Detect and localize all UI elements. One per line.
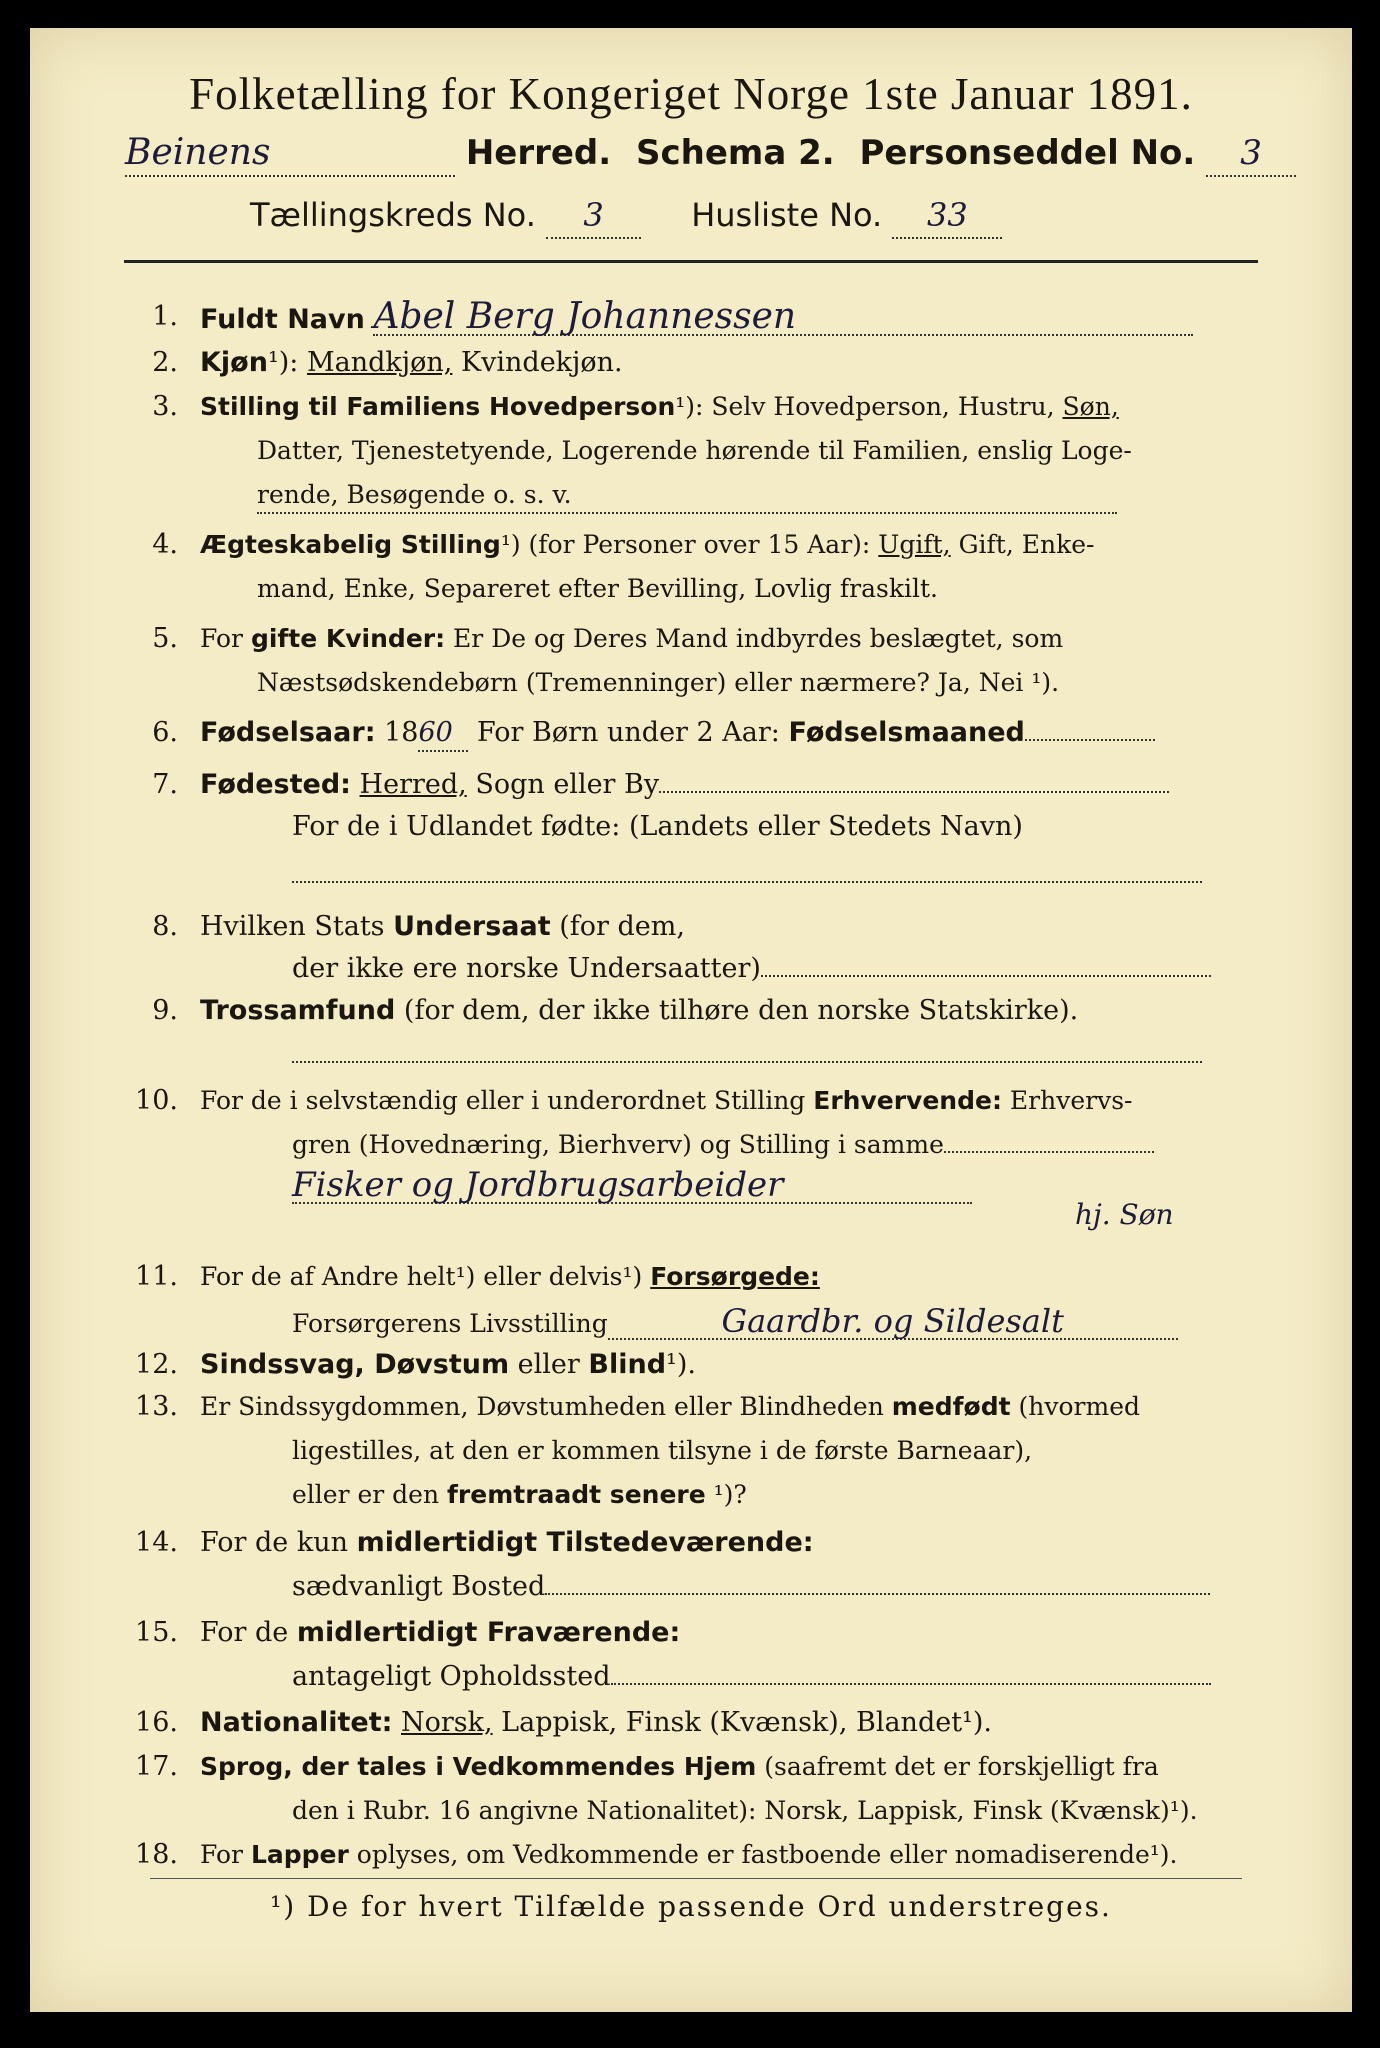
item-text: For Børn under 2 Aar: — [468, 717, 789, 748]
item-text: Kvindekjøn. — [452, 347, 623, 378]
item-label: Fødselsmaaned — [788, 717, 1025, 748]
occupation-value: Fisker og Jordbrugsarbeider — [292, 1168, 972, 1204]
item-label: Fødselsaar: — [200, 717, 376, 748]
gender-male-selected: Mandkjøn, — [307, 347, 453, 378]
item-number: 3. — [152, 391, 178, 422]
item-label: Lapper — [250, 1840, 349, 1869]
item-label: Blind — [588, 1349, 667, 1380]
item-label: Sindssvag, Døvstum — [200, 1349, 510, 1380]
item-4-line-2: mand, Enke, Separeret efter Bevilling, Lovlig fraskilt. — [257, 574, 938, 603]
item-number: 11. — [135, 1261, 178, 1292]
form-title: Folketælling for Kongeriget Norge 1ste Januar 1891. — [189, 69, 1193, 119]
item-text: ¹) (for Personer over 15 Aar): — [500, 530, 879, 559]
item-text: rende, Besøgende o. s. v. — [257, 478, 1117, 514]
item-9-blank — [292, 1038, 1202, 1072]
birthplace-blank — [659, 791, 1169, 793]
full-name-value: Abel Berg Johannessen — [373, 300, 1193, 336]
item-label: medfødt — [891, 1392, 1011, 1421]
item-label: Stilling til Familiens Hovedperson — [200, 392, 676, 421]
husliste-value: 33 — [892, 193, 1002, 239]
item-15-line-2 — [292, 1660, 1211, 1694]
item-label: gifte Kvinder: — [250, 624, 446, 653]
item-number: 6. — [152, 717, 178, 748]
item-text: Er De og Deres Mand indbyrdes beslægtet, som — [445, 624, 1064, 653]
item-5-line-2: Næstsødskendebørn (Tremenninger) eller nærmere? Ja, Nei ¹). — [257, 668, 1060, 697]
item-number: 18. — [135, 1839, 178, 1870]
husliste-label: Husliste No. — [691, 196, 883, 234]
item-text: Sogn eller By — [466, 769, 660, 800]
occupation-note: hj. Søn — [1075, 1198, 1174, 1231]
item-text: Erhvervs- — [1001, 1086, 1133, 1115]
item-label: Erhvervende: — [813, 1086, 1002, 1115]
item-label: Nationalitet: — [200, 1707, 393, 1738]
herred-value: Beinens — [125, 131, 455, 177]
item-text: antageligt Opholdssted — [292, 1661, 611, 1692]
item-text: ¹)? — [705, 1480, 747, 1509]
item-3-line-2: Datter, Tjenestetyende, Logerende hørende til Familien, enslig Loge- — [257, 436, 1132, 465]
item-13-line-2: ligestilles, at den er kommen tilsyne i de første Barneaar), — [292, 1436, 1033, 1465]
item-label: Kjøn — [200, 347, 268, 378]
item-11-line-2 — [292, 1304, 1178, 1341]
item-number: 16. — [135, 1707, 178, 1738]
item-number: 12. — [135, 1349, 178, 1380]
item-8-line-2 — [292, 952, 1211, 986]
item-text: 18 — [375, 717, 419, 748]
item-text: (saafremt det er forskjelligt fra — [756, 1752, 1159, 1781]
item-text: ¹): Selv Hovedperson, Hustru, — [675, 392, 1063, 421]
item-number: 7. — [152, 769, 178, 800]
item-number: 1. — [152, 301, 178, 332]
herred-label: Herred. — [465, 133, 612, 173]
item-text: Er Sindssygdommen, Døvstumheden eller Blindheden — [200, 1392, 892, 1421]
birth-year-value: 60 — [418, 716, 468, 752]
personseddel-value: 3 — [1206, 131, 1296, 177]
item-text: eller — [509, 1349, 589, 1380]
item-number: 10. — [135, 1085, 178, 1116]
personseddel-label: Personseddel No. — [859, 133, 1196, 173]
item-text: For — [200, 624, 251, 653]
item-number: 5. — [152, 623, 178, 654]
item-text: For de i selvstændig eller i underordnet Stilling — [200, 1086, 814, 1115]
item-label: Trossamfund — [200, 995, 396, 1026]
footnote: ¹) De for hvert Tilfælde passende Ord understreges. — [270, 1890, 1112, 1923]
item-text: sædvanligt Bosted — [292, 1571, 546, 1602]
item-10-line-2 — [292, 1128, 1154, 1162]
item-label: midlertidigt Fraværende: — [296, 1617, 681, 1648]
item-label: Sprog, der tales i Vedkommendes Hjem — [200, 1752, 757, 1781]
item-text: For — [200, 1840, 251, 1869]
item-17-line-2: den i Rubr. 16 angivne Nationalitet): Norsk, Lappisk, Finsk (Kvænsk)¹). — [292, 1796, 1198, 1825]
item-label: Fødested: — [200, 769, 351, 800]
item-text: ¹): — [267, 347, 307, 378]
item-text: der ikke ere norske Undersaatter) — [292, 953, 761, 984]
item-text: Hvilken Stats — [200, 911, 394, 942]
item-label: Fuldt Navn — [200, 304, 365, 335]
birthplace-herred-selected: Herred, — [359, 769, 467, 800]
marital-unmarried-selected: Ugift, — [878, 530, 951, 559]
nationality-norsk-selected: Norsk, — [401, 1707, 493, 1738]
item-label: Forsørgede: — [650, 1262, 820, 1291]
item-number: 13. — [135, 1391, 178, 1422]
item-7-line-2: For de i Udlandet fødte: (Landets eller Stedets Navn) — [292, 811, 1023, 842]
item-text: ¹). — [666, 1349, 696, 1380]
item-text: (for dem, der ikke tilhøre den norske Statskirke). — [395, 995, 1079, 1026]
item-text: For de — [200, 1617, 297, 1648]
item-number: 9. — [152, 995, 178, 1026]
kreds-value: 3 — [546, 193, 641, 239]
header-rule — [124, 260, 1258, 263]
item-text: (for dem, — [550, 911, 685, 942]
schema-label: Schema 2. — [636, 133, 835, 173]
item-text: eller er den — [292, 1480, 448, 1509]
item-14-line-2 — [292, 1570, 1210, 1604]
item-label: Undersaat — [393, 911, 551, 942]
item-text: For de af Andre helt¹) eller delvis¹) — [200, 1262, 651, 1291]
item-number: 8. — [152, 911, 178, 942]
item-text: (hvormed — [1010, 1392, 1140, 1421]
item-13-line-3 — [292, 1478, 747, 1512]
item-number: 4. — [152, 529, 178, 560]
item-7-blank — [292, 858, 1202, 892]
item-3-line-3 — [257, 478, 1117, 514]
item-text: For de kun — [200, 1527, 357, 1558]
item-text: gren (Hovednæring, Bierhverv) og Stilling i samme — [292, 1130, 944, 1159]
kreds-line — [250, 193, 1002, 239]
item-number: 2. — [152, 347, 178, 378]
kreds-label: Tællingskreds No. — [250, 196, 536, 234]
item-text: Lappisk, Finsk (Kvænsk), Blandet¹). — [492, 1707, 993, 1738]
provider-occupation-value: Gaardbr. og Sildesalt — [608, 1304, 1178, 1340]
item-10-value-line — [292, 1165, 972, 1205]
footer-rule — [150, 1878, 1242, 1879]
herred-line — [125, 131, 1296, 177]
relation-son-selected: Søn, — [1062, 392, 1119, 421]
census-form-sheet — [30, 28, 1352, 2012]
item-label: Ægteskabelig Stilling — [200, 530, 501, 559]
item-text: oplyses, om Vedkommende er fastboende eller nomadiserende¹). — [348, 1840, 1178, 1869]
item-label: midlertidigt Tilstedeværende: — [356, 1527, 814, 1558]
item-text: Gift, Enke- — [950, 530, 1095, 559]
item-number: 17. — [135, 1751, 178, 1782]
birth-month-blank — [1025, 739, 1155, 741]
item-number: 14. — [135, 1527, 178, 1558]
item-label: fremtraadt senere — [447, 1480, 706, 1509]
item-text: Forsørgerens Livsstilling — [292, 1309, 608, 1338]
item-number: 15. — [135, 1617, 178, 1648]
